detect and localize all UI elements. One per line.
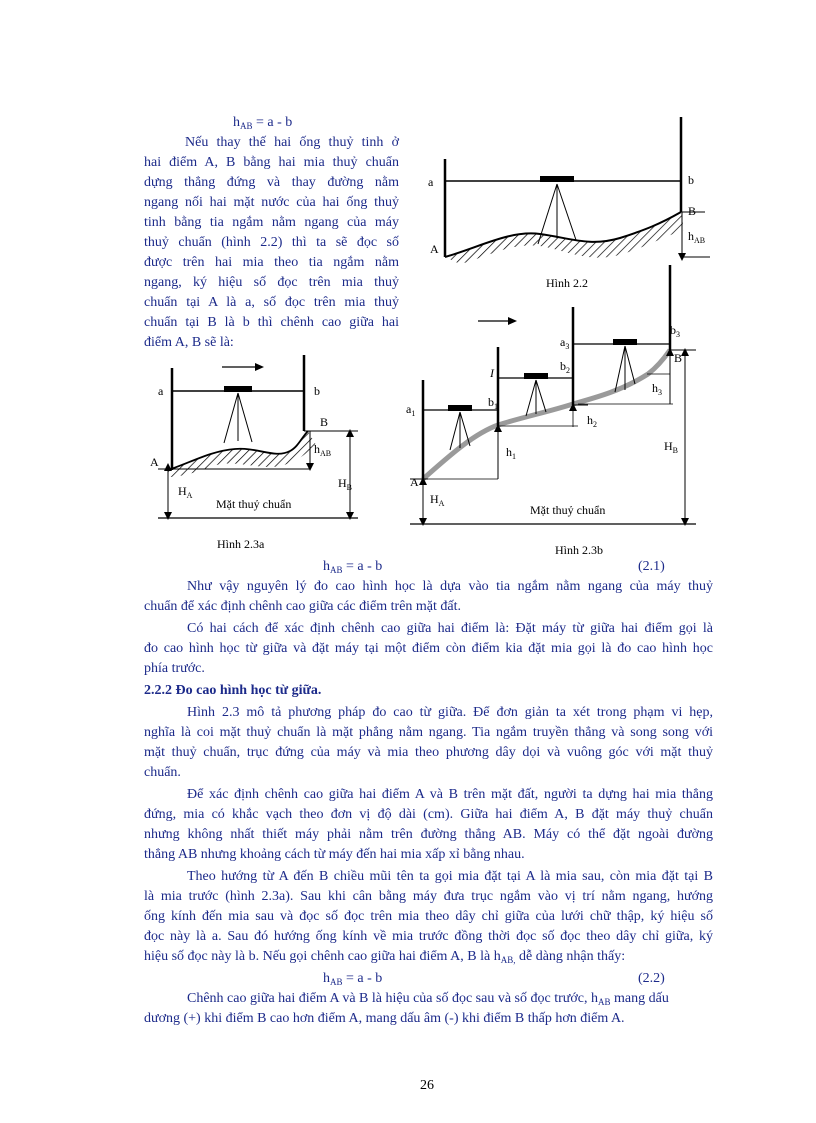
fig23b-label-b1: $b_1$ [488,395,498,411]
p2-line: phía trước. [144,661,205,676]
formula-2-1-number: (2.1) [638,559,665,574]
intro-line: chuẩn tại A là a, số đọc trên mia thuỷ [144,295,399,310]
section-heading: 2.2.2 Đo cao hình học từ giữa. [144,683,322,698]
p6-line: dương (+) khi điểm B cao hơn điểm A, mang dấu âm (-) khi điểm B thấp hơn điểm A. [144,1011,625,1026]
fig23b-label-a3: $a_3$ [560,335,570,351]
fig23b-label-I: I [490,366,494,380]
fig22-label-B: B [688,204,697,218]
formula-2-1: $h_{AB} = a - b$ [323,559,383,575]
p3-line: nghĩa là coi mặt thuỷ chuẩn là mặt phẳng nằm ngang. Tia ngắm truyền thẳng và song song với [144,725,713,740]
intro-line: chuẩn tại B là b thì chênh cao giữa hai [144,315,399,330]
p5-line: Theo hướng từ A đến B chiều mũi tên ta gọi mia đặt tại A là mia sau, còn mia đặt tại B [187,869,713,884]
p3-line: mặt thuỷ chuẩn, trục đứng của máy và mia theo phương dây dọi và vuông góc với mặt thuỷ [144,745,713,760]
fig23a-label-a: a [158,384,164,398]
fig23b-label-h3: $h_3$ [652,381,662,397]
p4-line: đứng, mia có khắc vạch theo đơn vị độ dài (cm). Giữa hai điểm A, B đặt máy thuỷ chuẩn [144,807,713,822]
fig23b-label-HB: $H_B$ [664,439,679,455]
intro-line: ngang nối hai mặt nước của hai ống thuỷ [144,195,399,210]
formula-hab-top: $h_{AB} = a - b$ [233,115,293,131]
p4-line: nhưng không nhất thiết máy phải nằm trên đường thẳng AB. Máy có thể đặt ngoài đường [144,827,713,842]
intro-line: được trên hai mia theo tia ngắm nằm [144,255,399,270]
fig23a-label-A: A [150,455,159,469]
p2-line: Có hai cách để xác định chênh cao giữa hai điểm là: Đặt máy từ giữa hai điểm gọi là [187,621,713,636]
fig23a-caption: Hình 2.3a [217,537,265,551]
fig23a-label-hab: $h_{AB}$ [314,442,332,458]
fig23b-label-A: A [410,475,419,489]
p1-line: chuẩn để xác định chênh cao giữa các điểm trên mặt đất. [144,599,462,614]
fig23b-label-B: B [674,351,683,365]
fig23a-label-B: B [320,415,329,429]
intro-line: ngang, ký hiệu số đọc trên mia thuỷ [144,275,399,290]
formula-2-2: $h_{AB} = a - b$ [323,971,383,987]
fig23b-label-h1: $h_1$ [506,445,516,461]
p5-line: hiệu số đọc này là b. Nếu gọi chênh cao giữa hai điểm A, B là $h_{AB,}$ dễ dàng nhận thấy: [144,949,626,965]
fig23b-label-b2: $b_2$ [560,359,570,375]
formula-2-2-number: (2.2) [638,971,665,986]
intro-line: tinh bằng tia ngắm nằm ngang của máy [144,215,399,230]
fig23b-caption: Hình 2.3b [555,543,603,557]
fig23a-label-HA: $H_A$ [178,484,193,500]
fig23b-datum-label: Mặt thuỷ chuẩn [530,503,606,517]
fig22-caption: Hình 2.2 [546,276,588,290]
intro-line: Nếu thay thế hai ống thuỷ tinh ở [185,135,399,150]
intro-line: dựng thẳng đứng và thay đường nằm [144,175,399,190]
intro-line: thuỷ chuẩn (hình 2.2) thì ta sẽ đọc số [144,235,399,250]
intro-line: điểm A, B sẽ là: [144,335,234,350]
figure-2-3b [398,262,718,562]
p5-line: là mia trước (hình 2.3a). Sau khi cân bằng máy đưa trục ngắm vào vị trí nằm ngang, hướng [144,889,713,904]
fig22-label-hab: $h_{AB}$ [688,229,706,245]
p2-line: đo cao hình học từ giữa và đặt máy tại một điểm còn điểm kia đặt mia gọi là đo cao hình học [144,641,713,656]
fig23b-label-a1: $a_1$ [406,402,416,418]
fig23a-datum-label: Mặt thuỷ chuẩn [216,497,292,511]
figure-2-3a [140,355,380,555]
fig23b-label-HA: $H_A$ [430,492,445,508]
p5-line: đọc này là a. Sau đó hướng ống kính về mia trước đồng thời đọc số đọc theo dây chỉ giữa, ký [144,929,713,944]
p5-line: ống kính đến mia sau và đọc số đọc trên mia theo dây chỉ giữa của lưới chữ thập, ký hiệu số [144,909,713,924]
p3-line: Hình 2.3 mô tả phương pháp đo cao từ giữa. Để đơn giản ta xét trong phạm vi hẹp, [187,705,713,720]
fig22-label-a: a [428,175,434,189]
intro-line: hai điểm A, B bằng hai mia thuỷ chuẩn [144,155,399,170]
fig22-label-b: b [688,173,694,187]
fig23b-label-h2: $h_2$ [587,413,597,429]
fig23a-label-HB: $H_B$ [338,476,353,492]
fig22-label-A: A [430,242,439,256]
fig23a-label-b: b [314,384,320,398]
fig23b-label-b3: $b_3$ [670,323,680,339]
page-number: 26 [420,1078,434,1093]
p1-line: Như vậy nguyên lý đo cao hình học là dựa vào tia ngắm nằm ngang của máy thuỷ [187,579,713,594]
p4-line: thẳng AB nhưng khoảng cách từ máy đến hai mia xấp xỉ bằng nhau. [144,847,525,862]
p6-line: Chênh cao giữa hai điểm A và B là hiệu của số đọc sau và số đọc trước, $h_{AB}$ mang dấu [187,991,669,1007]
p3-line: chuẩn. [144,765,181,780]
p4-line: Để xác định chênh cao giữa hai điểm A và B trên mặt đất, người ta dựng hai mia thẳng [187,787,713,802]
